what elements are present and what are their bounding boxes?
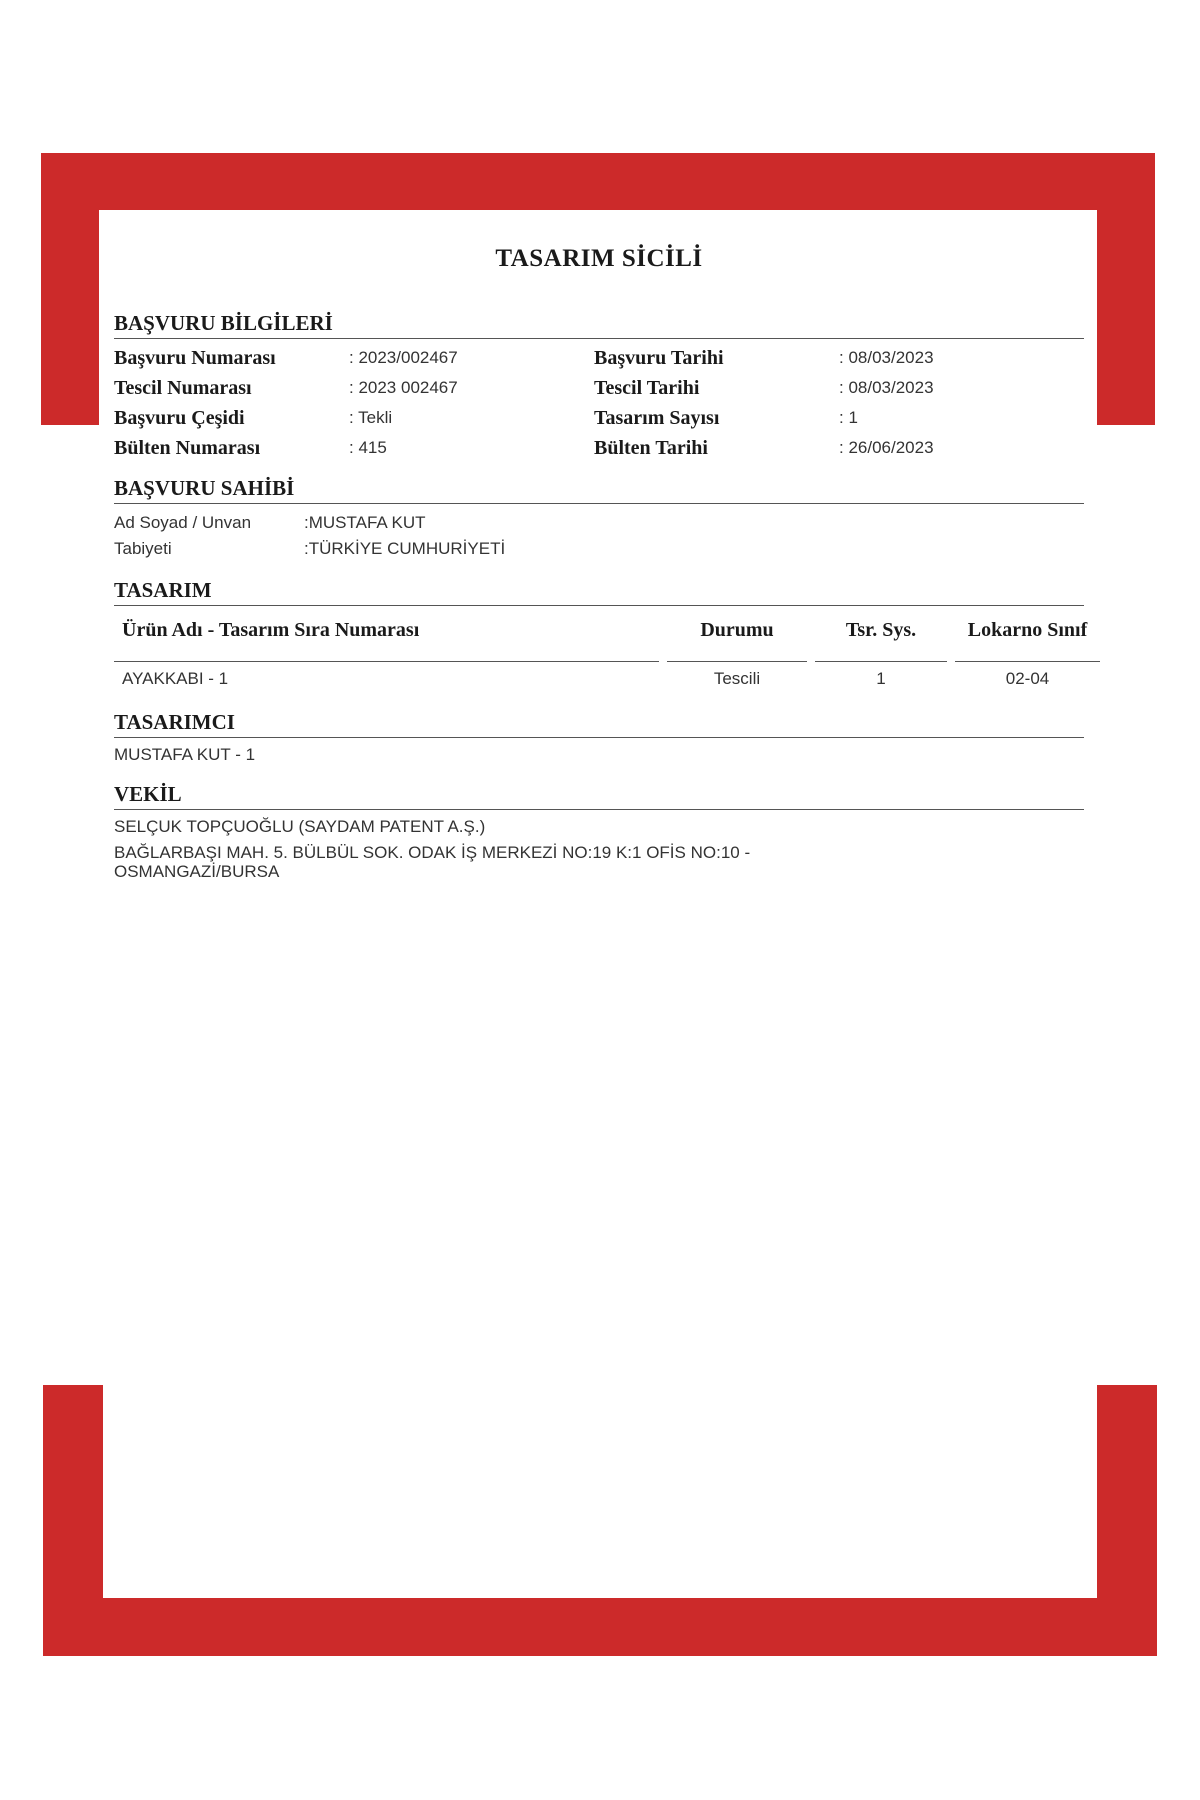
column-header-lokarno: Lokarno Sınıf (955, 620, 1100, 662)
cell-tsr: 1 (876, 669, 886, 688)
column-header-urun-adi: Ürün Adı - Tasarım Sıra Numarası (114, 620, 659, 662)
vekil-name: SELÇUK TOPÇUOĞLU (SAYDAM PATENT A.Ş.) (114, 817, 486, 836)
vekil-address-line: BAĞLARBAŞI MAH. 5. BÜLBÜL SOK. ODAK İŞ MERKEZİ NO:19 K:1 OFİS NO:10 - (114, 843, 751, 862)
field-label: Tescil Numarası (114, 377, 252, 399)
field-label: Tasarım Sayısı (594, 407, 720, 429)
field-value: : 415 (349, 438, 387, 457)
field-value: : 2023/002467 (349, 348, 458, 367)
field-label: Başvuru Numarası (114, 347, 276, 369)
field-label: Başvuru Tarihi (594, 347, 724, 369)
basvuru-bilgileri-grid (114, 345, 1084, 462)
vekil-address-line: OSMANGAZİ/BURSA (114, 862, 280, 881)
column-header-durumu: Durumu (667, 620, 807, 662)
field-value: : 08/03/2023 (839, 378, 934, 397)
field-value: : Tekli (349, 408, 393, 427)
frame-top-bar (41, 153, 1155, 210)
cell-lokarno: 02-04 (1005, 669, 1050, 688)
vekil-block (114, 816, 1084, 881)
cell-durum: Tescili (713, 669, 761, 688)
frame-top-left-corner (41, 153, 99, 425)
frame-bottom-bar (43, 1598, 1157, 1656)
field-value: : 2023 002467 (349, 378, 458, 397)
cell-urun: AYAKKABI - 1 (122, 669, 229, 688)
section-heading-basvuru-sahibi: BAŞVURU SAHİBİ (114, 476, 1084, 504)
field-value: : 1 (839, 408, 858, 427)
section-heading-basvuru-bilgileri: BAŞVURU BİLGİLERİ (114, 311, 1084, 339)
section-heading-tasarim: TASARIM (114, 578, 1084, 606)
document-content (114, 230, 1088, 897)
field-label: Ad Soyad / Unvan (114, 513, 252, 532)
section-heading-tasarimci: TASARIMCI (114, 710, 1084, 738)
tasarimci-block (114, 744, 1084, 766)
tasarimci-line: MUSTAFA KUT - 1 (114, 745, 256, 764)
tasarim-table-header (114, 612, 1088, 662)
basvuru-sahibi-grid (114, 510, 1084, 562)
field-label: Tescil Tarihi (594, 377, 700, 399)
field-label: Bülten Tarihi (594, 437, 708, 459)
field-value: : 08/03/2023 (839, 348, 934, 367)
field-label: Başvuru Çeşidi (114, 407, 245, 429)
field-value: :TÜRKİYE CUMHURİYETİ (304, 539, 506, 558)
table-row (114, 662, 1084, 696)
document-title: TASARIM SİCİLİ (495, 245, 703, 272)
section-heading-vekil: VEKİL (114, 782, 1084, 810)
frame-top-right-corner (1097, 153, 1155, 425)
field-value: :MUSTAFA KUT (304, 513, 426, 532)
field-label: Tabiyeti (114, 539, 172, 558)
column-header-tsr-sys: Tsr. Sys. (815, 620, 947, 662)
field-label: Bülten Numarası (114, 437, 261, 459)
field-value: : 26/06/2023 (839, 438, 934, 457)
